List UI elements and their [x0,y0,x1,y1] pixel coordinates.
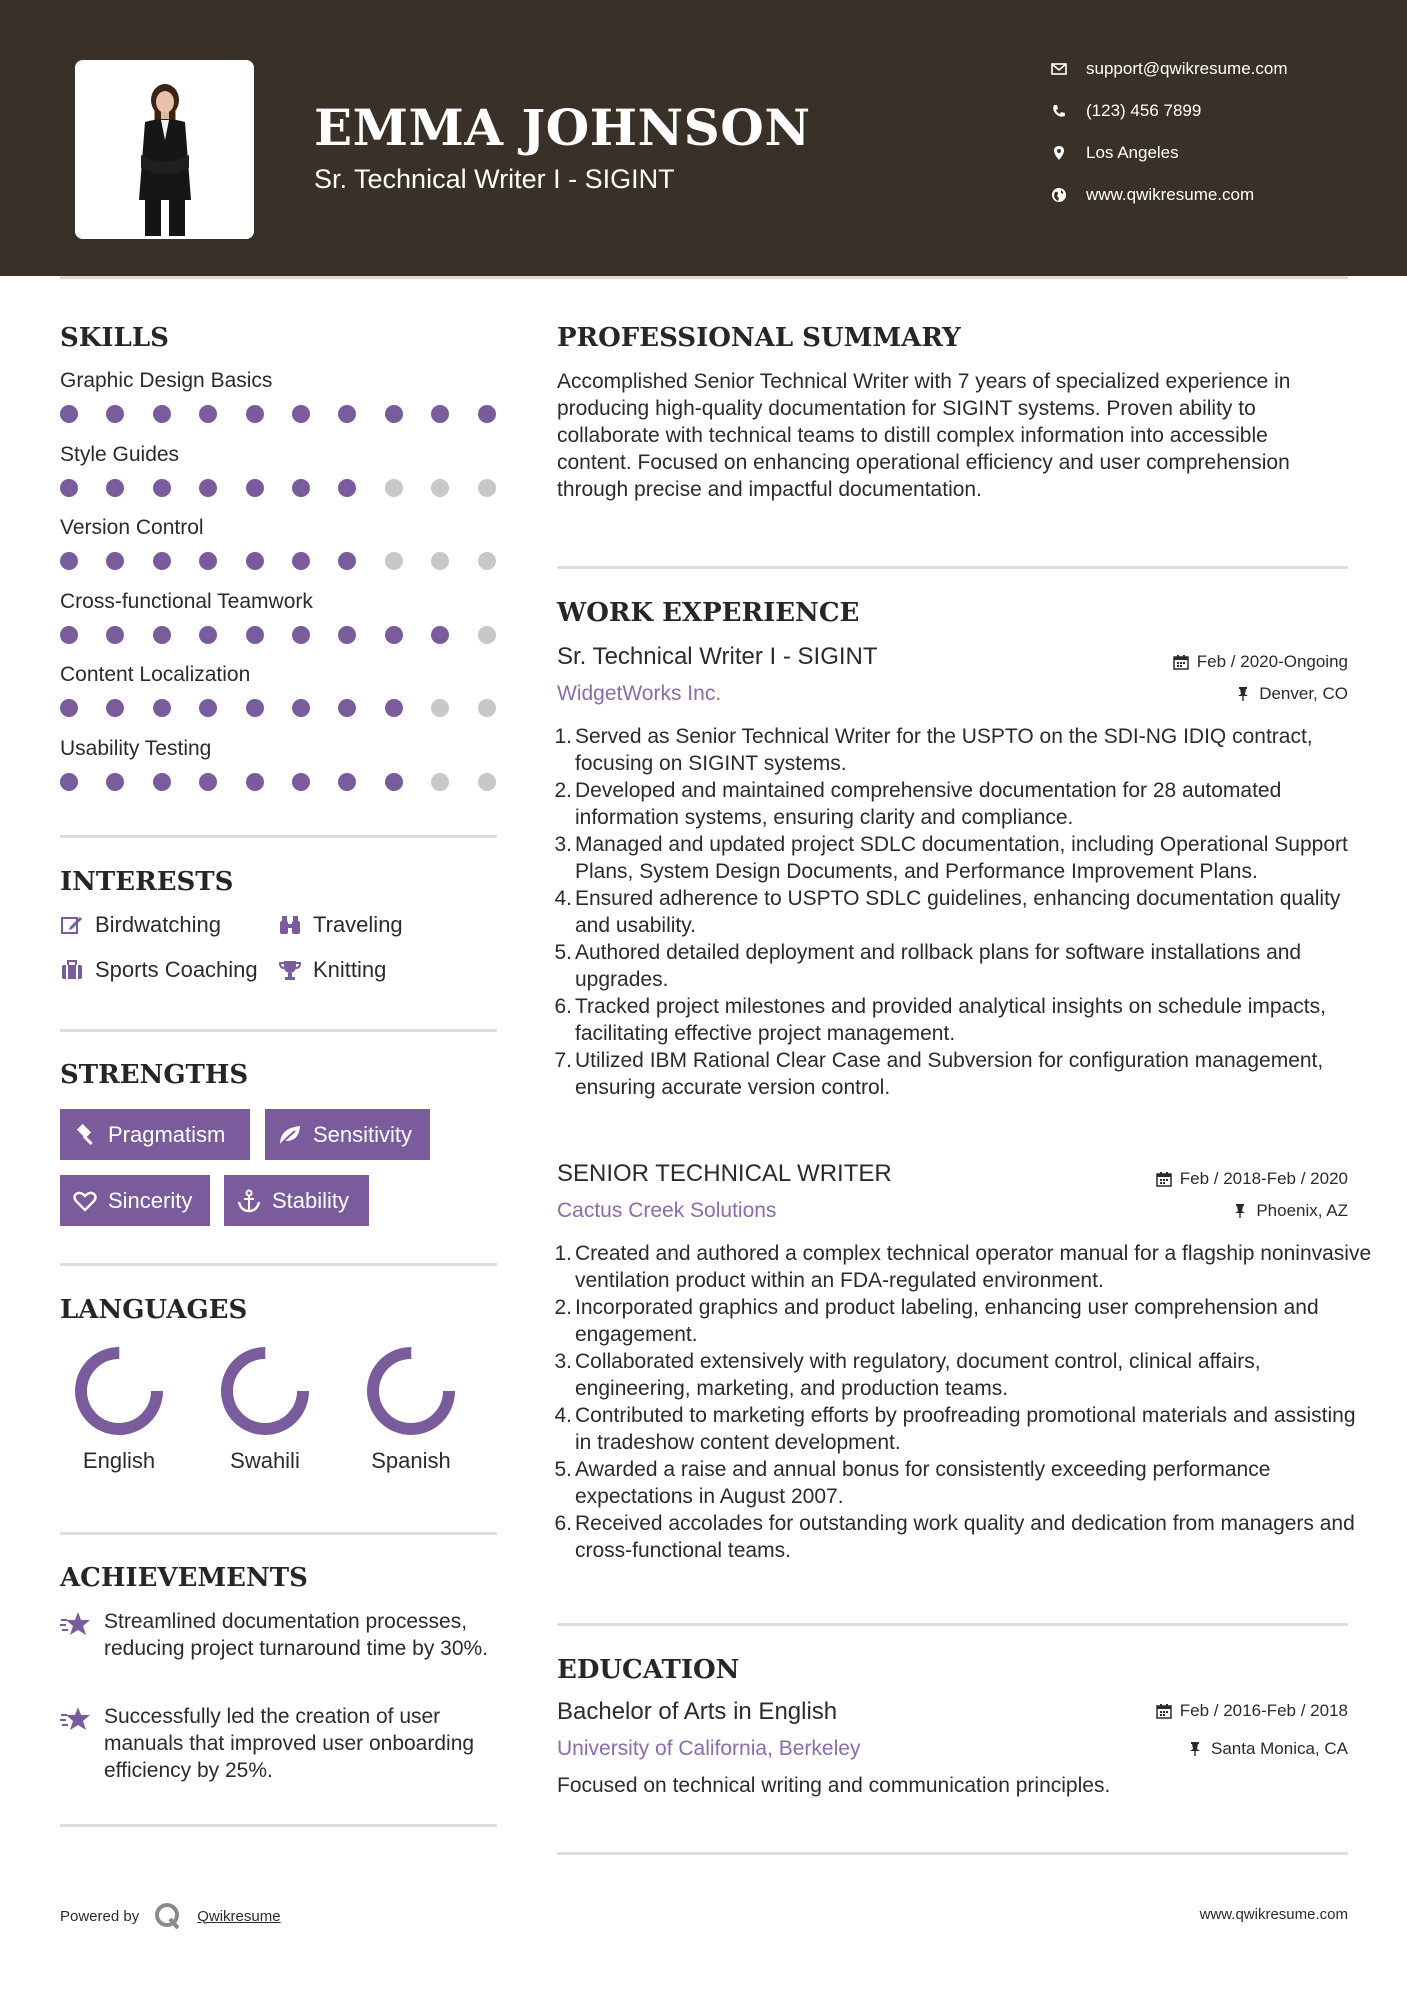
profile-photo [75,60,254,239]
skill-dot [199,479,217,497]
language-progress-arc [373,1353,449,1429]
job-date: Feb / 2018-Feb / 2020 [1156,1169,1348,1189]
skill-dot [292,552,310,570]
language-progress-ring [366,1346,456,1436]
skills-divider [60,835,497,838]
skill-dot [338,479,356,497]
job-location: Denver, CO [1235,684,1348,704]
interests-heading: INTERESTS [60,867,234,897]
skill-dot [246,479,264,497]
summary-heading: PROFESSIONAL SUMMARY [557,323,961,353]
calendar-icon [1173,654,1189,670]
job-title: SENIOR TECHNICAL WRITER [557,1160,892,1187]
experience-divider [557,1623,1348,1626]
calendar-icon [1156,1171,1172,1187]
education-location: Santa Monica, CA [1187,1739,1348,1759]
strength-badge: Sincerity [60,1175,210,1226]
skill-dot [338,699,356,717]
skill-dot [385,405,403,423]
list-item: Created and authored a complex technical operator manual for a flagship noninvasive ventilation product within an FDA-regulated environment. [575,1242,1372,1292]
skill-dot [199,626,217,644]
skill-dot [478,405,496,423]
language-progress-arc [81,1353,157,1429]
star-icon [60,1705,92,1733]
map-marker-icon [1050,144,1068,162]
skill-dot [106,773,124,791]
skill-dot [106,405,124,423]
skill-dot [153,479,171,497]
list-item: Served as Senior Technical Writer for the USPTO on the SDI-NG IDIQ contract, focusing on SIGINT systems. [575,725,1313,775]
language-item [64,1346,174,1474]
skill-dot [199,699,217,717]
languages-heading: LANGUAGES [60,1295,248,1325]
skill-dot [431,479,449,497]
language-item [356,1346,466,1474]
list-item: Incorporated graphics and product labeling, enhancing user comprehension and engagement. [575,1296,1319,1346]
resume-header [0,0,1407,276]
skill-dot [246,552,264,570]
phone-icon [1050,102,1068,120]
skill-name: Version Control [60,516,204,539]
experience-heading: WORK EXPERIENCE [557,598,860,628]
skill-dot [431,405,449,423]
job-bullets [557,1240,1375,1564]
language-item [210,1346,320,1474]
skill-dot [338,405,356,423]
heart-icon [72,1188,98,1214]
footer-url[interactable]: www.qwikresume.com [1199,1906,1348,1923]
skill-dot [199,773,217,791]
skill-rating [60,479,500,499]
skill-dot [478,773,496,791]
skill-name: Cross-functional Teamwork [60,589,313,613]
list-item: Developed and maintained comprehensive documentation for 28 automated information systems, ensuring clarity and compliance. [575,779,1282,829]
languages-divider [60,1532,497,1535]
candidate-title: Sr. Technical Writer I - SIGINT [314,164,675,194]
list-item: Collaborated extensively with regulatory, document control, clinical affairs, engineering, marketing, and production teams. [575,1350,1261,1400]
list-item: Authored detailed deployment and rollback plans for software installations and upgrades. [575,941,1302,991]
language-name: Swahili [230,1448,300,1473]
list-item: Tracked project milestones and provided analytical insights on schedule impacts, facilitating effective project management. [575,995,1326,1045]
strengths-heading: STRENGTHS [60,1060,249,1090]
skill-dot [478,552,496,570]
envelope-icon [1050,60,1068,78]
skill-dot [385,699,403,717]
skill-dot [60,552,78,570]
language-progress-arc [227,1353,303,1429]
skill-dot [292,626,310,644]
summary-divider [557,566,1348,569]
education-divider [557,1852,1348,1855]
briefcase-icon [60,958,84,982]
language-progress-ring [74,1346,164,1436]
skill-dot [246,699,264,717]
skill-dot [60,699,78,717]
skill-name: Graphic Design Basics [60,369,273,392]
skill-dot [478,626,496,644]
skill-rating [60,699,500,719]
skill-dot [292,479,310,497]
skill-name: Usability Testing [60,736,212,760]
achievement-item: Streamlined documentation processes, reducing project turnaround time by 30%. [60,1608,500,1662]
skill-dot [478,479,496,497]
candidate-name: EMMA JOHNSON [314,98,811,157]
skill-dot [199,405,217,423]
skill-dot [199,552,217,570]
job-location: Phoenix, AZ [1232,1201,1348,1221]
skill-dot [60,479,78,497]
binoculars-icon [278,913,302,937]
contact-phone[interactable]: (123) 456 7899 [1050,96,1390,126]
skill-name: Style Guides [60,442,180,466]
contact-location: Los Angeles [1050,138,1390,168]
header-divider [60,276,1348,279]
strength-badge: Sensitivity [265,1109,430,1160]
company-name: Cactus Creek Solutions [557,1199,777,1222]
language-progress-ring [220,1346,310,1436]
pushpin-icon [1235,686,1251,702]
list-item: Ensured adherence to USPTO SDLC guidelines, enhancing documentation quality and usability. [575,887,1341,937]
skill-dot [153,405,171,423]
strength-badge: Pragmatism [60,1109,250,1160]
job-date: Feb / 2020-Ongoing [1173,652,1348,672]
skill-dot [246,773,264,791]
education-date: Feb / 2016-Feb / 2018 [1156,1701,1348,1721]
star-icon [60,1610,92,1638]
skill-dot [338,552,356,570]
person-photo-icon [75,60,254,239]
skill-dot [106,479,124,497]
skill-dot [338,773,356,791]
skill-rating [60,405,500,425]
education-heading: EDUCATION [557,1655,740,1685]
skill-dot [106,626,124,644]
skill-dot [478,699,496,717]
skill-dot [292,773,310,791]
list-item: Received accolades for outstanding work quality and dedication from managers and cross-functional teams. [575,1512,1355,1562]
skill-dot [431,552,449,570]
skill-dot [153,552,171,570]
edit-icon [60,913,84,937]
skill-dot [385,773,403,791]
achievements-divider [60,1824,497,1827]
leaf-icon [277,1122,303,1148]
footer-branding [60,1896,281,1936]
skill-dot [385,552,403,570]
skill-dot [153,773,171,791]
summary-text: Accomplished Senior Technical Writer with 7 years of specialized experience in producing high-quality documentation for SIGINT systems. Proven ability to collaborate with technical teams to distill complex information into accessible content. Focused on enhancing operational efficiency and user comprehension through precise and impactful documentation. [557,370,1291,501]
skill-dot [153,699,171,717]
skill-dot [292,699,310,717]
qwikresume-link[interactable]: Qwikresume [197,1907,281,1925]
skill-dot [60,626,78,644]
skill-dot [338,626,356,644]
list-item: Managed and updated project SDLC documentation, including Operational Support Plans, System Design Documents, and Performance Improvement Plans. [575,833,1348,883]
skill-dot [385,626,403,644]
globe-icon [1050,186,1068,204]
interest-item: Birdwatching [60,910,221,940]
contact-website[interactable]: www.qwikresume.com [1050,180,1390,210]
degree-title: Bachelor of Arts in English [557,1698,838,1725]
strengths-divider [60,1263,497,1266]
skill-dot [246,405,264,423]
skill-dot [292,405,310,423]
company-name: WidgetWorks Inc. [557,682,722,705]
skill-dot [431,699,449,717]
achievement-item: Successfully led the creation of user manuals that improved user onboarding efficiency by 25%. [60,1703,500,1784]
interest-item: Knitting [278,955,386,985]
calendar-icon [1156,1703,1172,1719]
strength-badge: Stability [224,1175,369,1226]
skill-dot [60,773,78,791]
skill-rating [60,773,500,793]
qwikresume-logo-icon [153,1901,183,1931]
skill-dot [246,626,264,644]
skill-dot [106,699,124,717]
interests-divider [60,1029,497,1032]
job-bullets [557,723,1375,1101]
skill-dot [106,552,124,570]
anchor-icon [236,1188,262,1214]
skill-dot [431,773,449,791]
trophy-icon [278,958,302,982]
list-item: Awarded a raise and annual bonus for consistently exceeding performance expectations in August 2007. [575,1458,1271,1508]
language-name: English [82,1448,156,1473]
skill-dot [153,626,171,644]
language-name: Spanish [371,1448,451,1473]
interest-item: Sports Coaching [60,955,258,985]
skill-dot [60,405,78,423]
skill-dot [431,626,449,644]
job-title: Sr. Technical Writer I - SIGINT [557,643,878,670]
education-description: Focused on technical writing and communication principles. [557,1774,1111,1797]
school-name: University of California, Berkeley [557,1737,861,1760]
skills-heading: SKILLS [60,323,169,353]
skill-rating [60,626,500,646]
skill-dot [385,479,403,497]
list-item: Utilized IBM Rational Clear Case and Subversion for configuration management, ensuring accurate version control. [575,1049,1324,1099]
pushpin-icon [1232,1203,1248,1219]
powered-by-label: Powered by [60,1907,140,1925]
skill-rating [60,552,500,572]
gavel-icon [72,1122,98,1148]
interest-item: Traveling [278,910,403,940]
skill-name: Content Localization [60,663,251,686]
pushpin-icon [1187,1741,1203,1757]
list-item: Contributed to marketing efforts by proofreading promotional materials and assisting in tradeshow content development. [575,1404,1356,1454]
achievements-heading: ACHIEVEMENTS [60,1563,308,1593]
contact-email[interactable]: support@qwikresume.com [1050,54,1390,84]
